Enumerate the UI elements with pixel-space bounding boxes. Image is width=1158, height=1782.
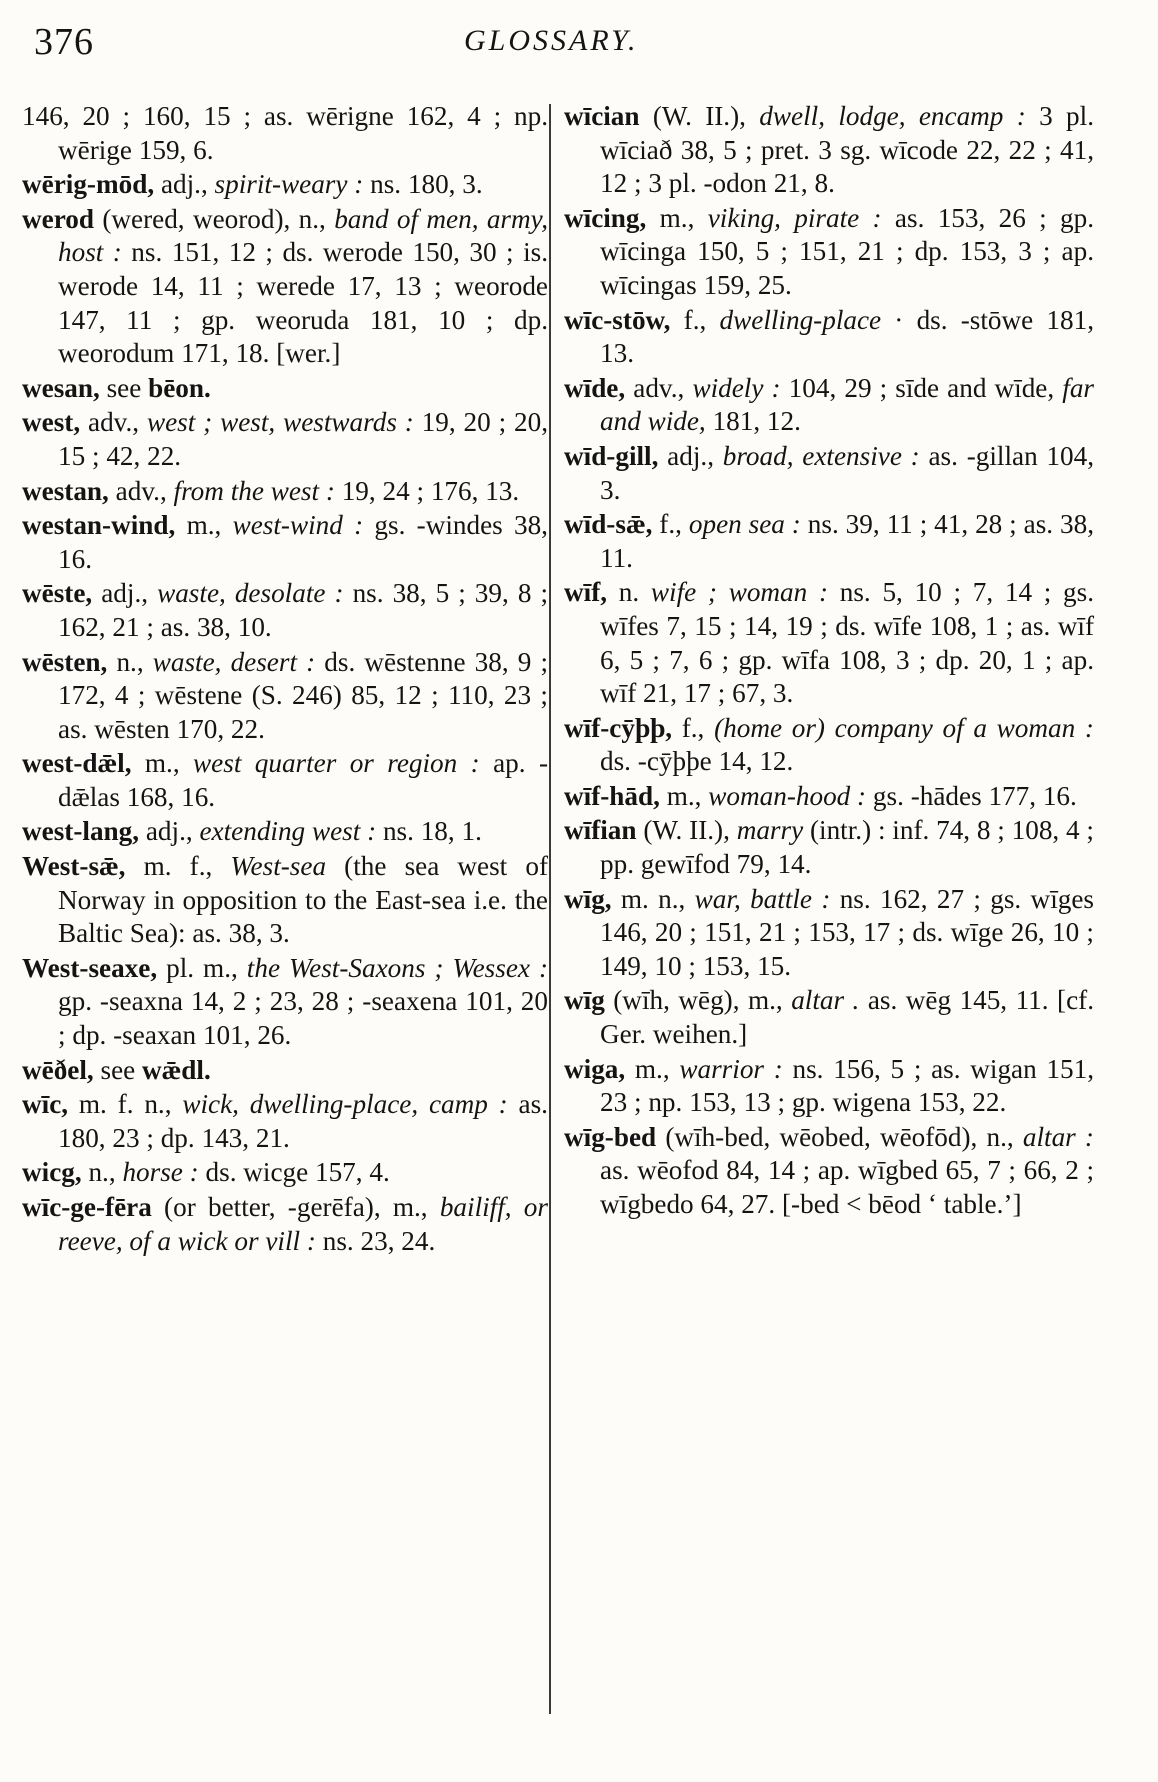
gloss-italic: marry	[736, 815, 804, 846]
entry-text: gs. -windes 38, 16.	[58, 510, 548, 574]
entry-text: 146, 20 ; 160, 15 ; as. wērigne 162, 4 ; np. wērige 159, 6.	[22, 101, 548, 165]
entry-text: as. 180, 23 ; dp. 143, 21.	[58, 1089, 548, 1153]
entry-text: ns. 162, 27 ; gs. wīges 146, 20 ; 151, 21 ; 153, 17 ; ds. wīge 26, 10 ; 149, 10 ; 153, 15.	[600, 883, 1094, 981]
entry-text: as. 153, 26 ; gp. wīcinga 150, 5 ; 151, 21 ; dp. 153, 3 ; ap. wīcingas 159, 25.	[600, 202, 1094, 300]
headword: West-seaxe,	[22, 952, 158, 983]
headword: wīcian	[564, 101, 640, 131]
gloss-italic: widely :	[692, 372, 781, 403]
gloss-italic: the West-Saxons ; Wessex :	[246, 952, 549, 983]
gloss-italic: horse :	[122, 1157, 199, 1188]
entry-text: f.,	[652, 509, 689, 540]
entry-text: ds. wicge 157, 4.	[198, 1157, 390, 1188]
gloss-italic: (home or) company of a woman :	[714, 712, 1094, 743]
entry-text: n.	[607, 577, 651, 608]
glossary-entry	[22, 747, 548, 814]
headword: wīde,	[564, 372, 626, 403]
entry-text: pl. m.,	[157, 952, 247, 983]
glossary-entry	[564, 883, 1094, 984]
glossary-entry	[22, 509, 548, 576]
entry-text: adj.,	[658, 440, 723, 471]
glossary-entry	[22, 1156, 548, 1190]
entry-text: 181, 12.	[705, 406, 801, 437]
glossary-entry	[22, 577, 548, 644]
headword: wīf-hād,	[564, 780, 660, 811]
glossary-entry	[564, 780, 1094, 814]
entry-text: see	[93, 1054, 143, 1085]
glossary-entry	[22, 203, 548, 371]
glossary-entry	[564, 576, 1094, 710]
entry-text: gp. -seaxna 14, 2 ; 23, 28 ; -seaxena 101, 20 ; dp. -seaxan 101, 26.	[58, 986, 548, 1051]
entry-text: 3 pl. wīciað 38, 5 ; pret. 3 sg. wīcode 22, 22 ; 41, 12 ; 3 pl. -odon 21, 8.	[600, 101, 1094, 199]
headword: westan-wind,	[22, 510, 176, 541]
glossary-entry	[22, 1054, 548, 1088]
headword: wesan,	[22, 372, 100, 403]
headword: wicg,	[22, 1157, 82, 1188]
gloss-italic: band of men, army, host :	[58, 203, 548, 268]
gloss-italic: far and wide,	[600, 372, 1094, 437]
gloss-italic: bailiff, or reeve, of a wick or vill :	[58, 1192, 548, 1256]
entry-text: ap. -dǣlas 168, 16.	[58, 748, 548, 812]
entry-text: adj.,	[92, 578, 158, 609]
entry-text: · ds. -stōwe 181, 13.	[600, 304, 1094, 369]
gloss-italic: dwell, lodge, encamp :	[759, 101, 1026, 131]
gloss-italic: spirit-weary :	[214, 169, 364, 200]
headword: wīf-cȳþþ,	[564, 712, 672, 743]
headword: wēsten,	[22, 646, 108, 677]
glossary-entry	[22, 646, 548, 747]
gloss-italic: broad, extensive :	[722, 440, 920, 471]
entry-text: ns. 39, 11 ; 41, 28 ; as. 38, 11.	[600, 509, 1095, 573]
glossary-entry	[564, 508, 1094, 575]
entry-text: ns. 156, 5 ; as. wigan 151, 23 ; np. 153, 13 ; gp. wigena 153, 22.	[600, 1053, 1095, 1118]
entry-text: (W. II.),	[639, 101, 760, 131]
entry-text: as. wēofod 84, 14 ; ap. wīgbed 65, 7 ; 66, 2 ; wīgbedo 64, 27. [-bed < bēod ‘ table.’]	[600, 1155, 1094, 1219]
entry-text: adv.,	[80, 407, 147, 438]
entry-text: m.,	[659, 780, 709, 811]
entry-text: as. -gillan 104, 3.	[600, 440, 1095, 505]
glossary-entry	[564, 984, 1094, 1051]
entry-text: f.,	[672, 712, 715, 743]
glossary-entry	[564, 1053, 1094, 1120]
glossary-entry	[22, 952, 548, 1053]
glossary-entry	[564, 100, 1094, 201]
page-header	[34, 20, 1118, 70]
glossary-entry	[564, 202, 1094, 303]
glossary-entry	[564, 712, 1094, 779]
entry-text: (wīh-bed, wēobed, wēofōd), n.,	[656, 1121, 1023, 1152]
entry-text: (or better, -gerēfa), m.,	[151, 1192, 440, 1222]
entry-text: m. f.,	[125, 851, 231, 882]
entry-text: (wīh, wēg), m.,	[604, 985, 792, 1016]
entry-text: f.,	[670, 304, 720, 335]
glossary-entry	[564, 372, 1094, 439]
glossary-entry	[22, 1088, 548, 1155]
entry-text: ds. wēstenne 38, 9 ; 172, 4 ; wēstene (S. 246) 85, 12 ; 110, 23 ; as. wēsten 170, 22.	[58, 646, 548, 744]
headword: wīf,	[564, 577, 608, 608]
gloss-italic: altar .	[791, 985, 860, 1016]
entry-text: m.,	[131, 748, 194, 779]
gloss-italic: warrior :	[679, 1053, 783, 1084]
headword: wīcing,	[564, 202, 647, 233]
gloss-italic: from the west :	[173, 475, 335, 506]
entry-text: ns. 38, 5 ; 39, 8 ; 162, 21 ; as. 38, 10.	[58, 578, 548, 642]
entry-text: 19, 20 ; 20, 15 ; 42, 22.	[58, 407, 548, 471]
entry-text: as. wēg 145, 11. [cf. Ger. weihen.]	[600, 985, 1094, 1050]
gloss-italic: viking, pirate :	[707, 202, 882, 233]
entry-text: ns. 23, 24.	[315, 1225, 436, 1256]
headword: wēste,	[22, 578, 93, 609]
glossary-entry	[22, 1191, 548, 1258]
entry-text: adj.,	[154, 169, 215, 200]
headword: wīg	[564, 985, 605, 1016]
gloss-italic: extending west :	[199, 816, 377, 847]
headword: wīc,	[22, 1089, 69, 1120]
running-title: GLOSSARY.	[464, 24, 639, 57]
entry-text: (intr.) : inf. 74, 8 ; 108, 4 ; pp. gewīfod 79, 14.	[600, 815, 1094, 880]
entry-text: adv.,	[108, 475, 174, 506]
glossary-entry	[22, 372, 548, 406]
entry-text: (W. II.),	[636, 815, 737, 846]
gloss-italic: dwelling-place	[719, 304, 882, 335]
gloss-italic: waste, desolate :	[157, 578, 344, 609]
headword: West-sǣ,	[22, 851, 126, 882]
headword: wīd-sǣ,	[564, 509, 653, 540]
glossary-entry	[22, 815, 548, 849]
entry-text: adv.,	[625, 372, 693, 403]
entry-text: m. n.,	[611, 883, 695, 914]
headword: westan,	[22, 475, 109, 506]
entry-text: ns. 180, 3.	[363, 169, 483, 200]
headword: wīc-stōw,	[564, 304, 671, 335]
entry-text: m. f. n.,	[68, 1089, 183, 1120]
glossary-entry	[564, 1121, 1094, 1222]
glossary-entry	[564, 304, 1094, 371]
headword: wērig-mōd,	[22, 169, 155, 200]
gloss-italic: wick, dwelling-place, camp :	[182, 1089, 508, 1120]
right-column	[564, 100, 1094, 1223]
gloss-italic: West-sea	[230, 851, 327, 882]
headword: wīc-ge-fēra	[22, 1192, 152, 1222]
headword: wiga,	[564, 1053, 626, 1084]
entry-text: see	[99, 372, 149, 403]
glossary-entry	[22, 406, 548, 473]
entry-text: ns. 151, 12 ; ds. werode 150, 30 ; is. werode 14, 11 ; werede 17, 13 ; weorode 147, 11 ; gp. weoruda 181, 10 ; dp. weorodum 171, 18. [wer.]	[58, 237, 548, 369]
headword: wīd-gill,	[564, 440, 659, 471]
glossary-entry	[22, 100, 548, 167]
entry-text: (wered, weorod), n.,	[94, 203, 335, 234]
entry-text: ds. -cȳþþe 14, 12.	[600, 746, 794, 777]
headword: wēðel,	[22, 1054, 94, 1085]
gloss-italic: west ; west, westwards :	[146, 407, 414, 438]
gloss-italic: west-wind :	[232, 510, 364, 541]
cross-reference: bēon.	[148, 372, 211, 403]
glossary-entry	[22, 850, 548, 951]
headword: west,	[22, 407, 81, 438]
gloss-italic: wife ; woman :	[650, 577, 829, 608]
entry-text: n.,	[107, 646, 153, 677]
entry-text: m.,	[625, 1053, 680, 1084]
glossary-entry	[564, 814, 1094, 881]
headword: werod	[22, 203, 94, 234]
headword: west-dǣl,	[22, 748, 132, 779]
glossary-entry	[564, 440, 1094, 507]
headword: wīg,	[564, 883, 612, 914]
cross-reference: wǣdl.	[142, 1054, 211, 1085]
entry-text: m.,	[646, 202, 708, 233]
entry-text: (the sea west of Norway in opposition to the East-sea i.e. the Baltic Sea): as. 38, 3.	[58, 851, 549, 949]
gloss-italic: waste, desert :	[152, 646, 316, 677]
gloss-italic: west quarter or region :	[193, 748, 480, 779]
gloss-italic: woman-hood :	[708, 780, 867, 811]
entry-text: 104, 29 ; sīde and wīde,	[780, 372, 1063, 403]
gloss-italic: altar :	[1022, 1121, 1094, 1152]
gloss-italic: open sea :	[688, 509, 801, 540]
headword: wīg-bed	[564, 1121, 657, 1152]
headword: west-lang,	[22, 816, 140, 847]
entry-text: m.,	[175, 510, 233, 541]
column-divider	[549, 104, 551, 1714]
glossary-entry	[22, 475, 548, 509]
entry-text: n.,	[81, 1157, 123, 1188]
headword: wīfian	[564, 815, 637, 846]
entry-text: adj.,	[139, 816, 200, 847]
left-column	[22, 100, 548, 1259]
glossary-entry	[22, 168, 548, 202]
entry-text: gs. -hādes 177, 16.	[866, 780, 1077, 811]
gloss-italic: war, battle :	[694, 883, 831, 914]
entry-text: ns. 18, 1.	[376, 816, 482, 847]
entry-text: ns. 5, 10 ; 7, 14 ; gs. wīfes 7, 15 ; 14, 19 ; ds. wīfe 108, 1 ; as. wīf 6, 5 ; 7, 6 ; gp. wīfa 108, 3 ; dp. 20, 1 ; ap. wīf 21, 17 ; 67, 3.	[600, 577, 1095, 709]
entry-text: 19, 24 ; 176, 13.	[334, 475, 520, 506]
page-number: 376	[34, 21, 94, 63]
